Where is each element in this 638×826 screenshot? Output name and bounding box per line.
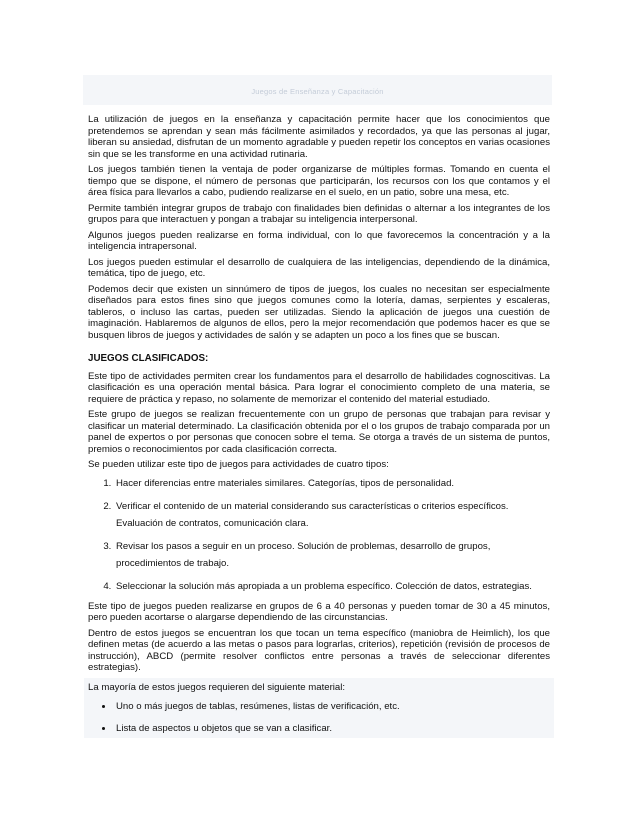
materials-list [88, 697, 550, 738]
intro-paragraph: Algunos juegos pueden realizarse en forma individual, con lo que favorecemos la concentración y a la inteligencia intrapersonal. [88, 229, 550, 252]
list-item: • Uno o más juegos de tablas, resúmenes, listas de verificación, etc. [114, 697, 550, 716]
page-header [83, 75, 552, 105]
intro-paragraph: Podemos decir que existen un sinnúmero de tipos de juegos, los cuales no necesitan ser especialmente diseñados para estos fines sino que juegos comunes como la lotería, damas, serpientes y escaleras, tableros, o incluso las cartas, pueden ser utilizadas. Siendo la aplicación de juegos una cuestión de imaginación. Hablaremos de algunos de ellos, pero la mejor recomendación que podemos hacer es que se busquen libros de juegos y actividades de salón y se adapten un poco a los fines que se buscan. [88, 283, 550, 341]
section-paragraph: Este tipo de juegos pueden realizarse en grupos de 6 a 40 personas y pueden tomar de 30 a 45 minutos, pero pueden acortarse o alargarse dependiendo de las circunstancias. [88, 600, 550, 623]
materials-block [84, 678, 554, 739]
activity-types-list [88, 475, 550, 595]
header-title: Juegos de Enseñanza y Capacitación [251, 87, 384, 96]
intro-paragraph: La utilización de juegos en la enseñanza y capacitación permite hacer que los conocimientos que pretendemos se aprendan y sean más fácilmente asimilados y recordados, ya que las personas al jugar, liberan su ansiedad, disfrutan de un momento agradable y pueden repetir los conceptos en varias ocasiones sin que se les transforme en una actividad rutinaria. [88, 114, 550, 160]
intro-paragraph: Los juegos pueden estimular el desarrollo de cualquiera de las inteligencias, dependiendo de la dinámica, temática, tipo de juego, etc. [88, 256, 550, 279]
list-item: 2. Verificar el contenido de un material considerando sus características o criterios específicos. Evaluación de contratos, comunicación clara. [114, 498, 550, 532]
document-body [88, 114, 550, 741]
section-heading: JUEGOS CLASIFICADOS: [88, 353, 209, 364]
intro-paragraph: Los juegos también tienen la ventaja de poder organizarse de múltiples formas. Tomando en cuenta el tiempo que se dispone, el número de personas que participarán, los recursos con los que contamos y el área física para llevarlos a cabo, pudiendo realizarse en el suelo, en un patio, sobre una mesa, etc. [88, 164, 550, 198]
intro-paragraph: Permite también integrar grupos de trabajo con finalidades bien definidas o alternar a los integrantes de los grupos para que interactuen y pongan a trabajar su inteligencia interpersonal. [88, 202, 550, 225]
section-paragraph: Dentro de estos juegos se encuentran los que tocan un tema específico (maniobra de Heimlich), los que definen metas (de acuerdo a las metas o pasos para lograrlas, criterios), repetición (revisión de procesos de instrucción), ABCD (permite resolver conflictos entre personas a través de seleccionar diferentes estrategias). [88, 627, 550, 673]
section-paragraph: Este tipo de actividades permiten crear los fundamentos para el desarrollo de habilidades cognoscitivas. La clasificación es una operación mental básica. Para lograr el conocimiento completo de una materia, se requiere de práctica y repaso, no solamente de memorizar el contenido del material estudiado. [88, 370, 550, 405]
list-item: 3. Revisar los pasos a seguir en un proceso. Solución de problemas, desarrollo de grupos, procedimientos de trabajo. [114, 538, 550, 572]
list-item: 1. Hacer diferencias entre materiales similares. Categorías, tipos de personalidad. [114, 475, 550, 492]
section-paragraph: Este grupo de juegos se realizan frecuentemente con un grupo de personas que trabajan para revisar y clasificar un material determinado. La clasificación obtenida por el o los grupos de trabajo comparada por un panel de expertos o por personas que conocen sobre el tema. Se otorga a través de un sistema de puntos, premios o reconocimientos por cada clasificación correcta. [88, 409, 550, 455]
list-item: • Lista de aspectos u objetos que se van a clasificar. [114, 719, 550, 738]
materials-intro: La mayoría de estos juegos requieren del siguiente material: [88, 681, 346, 693]
section-paragraph: Se pueden utilizar este tipo de juegos para actividades de cuatro tipos: [88, 459, 389, 470]
list-item: 4. Seleccionar la solución más apropiada a un problema específico. Colección de datos, estrategias. [114, 578, 550, 595]
